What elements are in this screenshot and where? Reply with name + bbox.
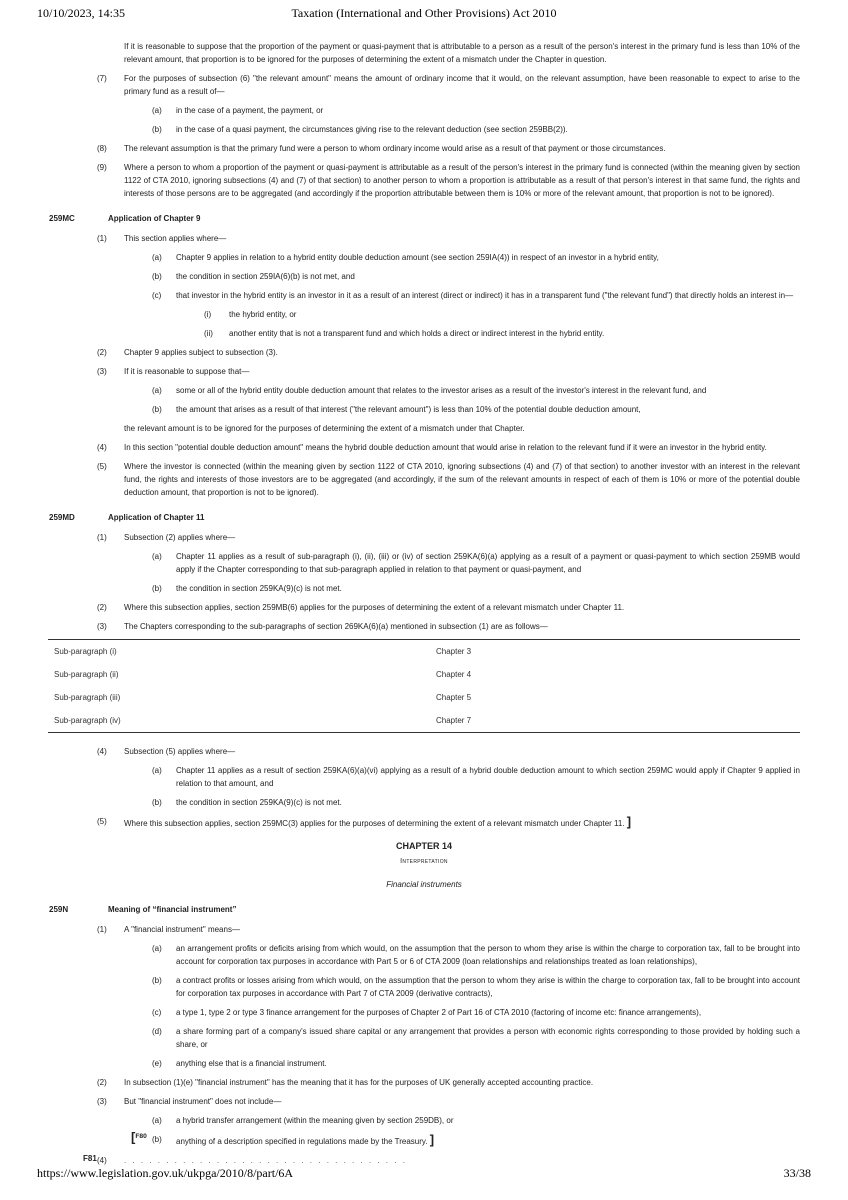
table-cell: Sub-paragraph (i) <box>48 640 430 664</box>
table-cell: Sub-paragraph (iv) <box>48 709 430 733</box>
subsection-9: (9) Where a person to whom a proportion of the payment or quasi-payment is attributable as a result of the person's interest in the primary fund is connected (within the meaning given by section 1122 of CTA 2010, ignoring subsections (4) and (7) of that section) to another person to whom a proportion is attributable as a result of that person's interest in that same fund, the rights and interests of those persons are to be aggregated (and accordingly if the proportion attributable between them is 10% or more of the relevant amount, that proportion is not to be ignored). <box>97 163 800 198</box>
para-c: (c) a type 1, type 2 or type 3 finance arrangement for the purposes of Chapter 2 of Part 16 of CTA 2010 (factoring of income etc: finance arrangements), <box>152 1008 702 1017</box>
opening-bracket: [ <box>131 1129 136 1145</box>
para-a: (a) Chapter 9 applies in relation to a hybrid entity double deduction amount (see section 259IA(4)) in respect of an investor in a hybrid entity, <box>152 253 659 262</box>
closing-bracket: ] <box>626 814 632 829</box>
table-row <box>48 709 800 733</box>
flush-text: the relevant amount is to be ignored for the purposes of determining the extent of a mismatch under that Chapter. <box>124 424 525 433</box>
para-c: (c) that investor in the hybrid entity is an investor in it as a result of an interest (direct or indirect) it has in a transparent fund ("the relevant fund") that directly holds an interest in— <box>152 291 794 300</box>
para-d: (d) a share forming part of a company's issued share capital or any arrangement that provides a person with economic rights corresponding to those provided by holding such a share, or <box>152 1027 800 1049</box>
print-timestamp: 10/10/2023, 14:35 <box>37 6 126 20</box>
table-cell: Chapter 5 <box>436 693 472 702</box>
closing-bracket: ] <box>429 1132 435 1147</box>
para-a: (a) Chapter 11 applies as a result of section 259KA(6)(a)(vi) applying as a result of a hybrid double deduction amount to which section 259MC would apply if Chapter 9 applied in relation to that amount, and <box>152 766 800 788</box>
section-heading-259N: 259N Meaning of “financial instrument” <box>49 905 237 914</box>
subpara-ii: (ii) another entity that is not a transparent fund and which holds a direct or indirect interest in the hybrid entity. <box>204 329 605 338</box>
subsection-4: (4) Subsection (5) applies where— <box>97 747 236 756</box>
section-heading-259MD: 259MD Application of Chapter 11 <box>49 513 205 522</box>
repealed-text: . . . . . . . . . . . . . . . . . . . . . . . . . . . . . . . . . . <box>124 1156 407 1165</box>
subsection-3: (3) The Chapters corresponding to the sub-paragraphs of section 269KA(6)(a) mentioned in subsection (1) are as follows— <box>97 622 548 631</box>
para-a: (a) Chapter 11 applies as a result of sub-paragraph (i), (ii), (iii) or (iv) of section 259KA(6)(a) applying as a result of a payment or quasi-payment to which section 259MB would apply if the Chapter corresponding to that sub-paragraph applied in relation to that payment or quasi-payment, and <box>152 552 800 574</box>
para-e: (e) anything else that is a financial instrument. <box>152 1059 327 1068</box>
cross-heading: Financial instruments <box>386 880 462 889</box>
legislation-content <box>0 40 848 1173</box>
footnote-ref-f81[interactable]: F81 <box>83 1154 97 1163</box>
subsection-1: (1) Subsection (2) applies where— <box>97 533 236 542</box>
source-url[interactable]: https://www.legislation.gov.uk/ukpga/2010/8/part/6A <box>37 1166 294 1180</box>
para-a: (a) a hybrid transfer arrangement (within the meaning given by section 259DB), or <box>152 1116 454 1125</box>
para-b: (b) the condition in section 259KA(9)(c) is not met. <box>152 798 342 807</box>
correspondence-table <box>48 639 800 733</box>
table-row <box>48 663 800 686</box>
page-header <box>0 6 848 26</box>
para-b: (b) the condition in section 259KA(9)(c) is not met. <box>152 584 342 593</box>
subsection-8: (8) The relevant assumption is that the primary fund were a person to whom ordinary income would arise as a result of that payment or those circumstances. <box>97 144 666 153</box>
para-b: [$^{F80}$ (b) anything of a description specified in regulations made by the Treasury. ] <box>131 1129 435 1147</box>
subsection-3: (3) But "financial instrument" does not include— <box>97 1097 282 1106</box>
footnote-ref-f80[interactable]: F80 <box>135 1133 147 1140</box>
table-row <box>48 640 800 664</box>
para-b: (b) the condition in section 259IA(6)(b) is not met, and <box>152 272 355 281</box>
subpara-i: (i) the hybrid entity, or <box>204 310 297 319</box>
subsection-1: (1) This section applies where— <box>97 234 227 243</box>
table-cell: Sub-paragraph (ii) <box>54 670 119 679</box>
para-a: (a) in the case of a payment, the payment, or <box>152 106 324 115</box>
section-heading-259MC: 259MC Application of Chapter 9 <box>49 214 201 223</box>
para-a: (a) some or all of the hybrid entity double deduction amount that relates to the investor arises as a result of the investor's interest in the relevant fund, and <box>152 386 707 395</box>
table-cell: Chapter 3 <box>430 640 800 664</box>
para-b: (b) in the case of a quasi payment, the circumstances giving rise to the relevant deduction (see section 259BB(2)). <box>152 125 568 134</box>
document-title: Taxation (International and Other Provisions) Act 2010 <box>291 6 557 20</box>
chapter-title: CHAPTER 14 <box>395 841 452 851</box>
para-b: (b) a contract profits or losses arising from which would, on the assumption that the person to whom they arise is within the charge to corporation tax, fall to be brought into account for corporation tax purposes in accordance with Part 7 of CTA 2009 (derivative contracts), <box>152 976 800 998</box>
table-cell: Chapter 4 <box>436 670 472 679</box>
subsection-1: (1) A "financial instrument" means— <box>97 925 240 934</box>
subsection-2: (2) In subsection (1)(e) "financial instrument" has the meaning that it has for the purposes of UK generally accepted accounting practice. <box>97 1078 594 1087</box>
table-cell: Chapter 7 <box>430 709 800 733</box>
subsection-5: (5) Where this subsection applies, section 259MC(3) applies for the purposes of determining the extent of a relevant mismatch under Chapter 11. ] <box>97 814 632 829</box>
chapter-subtitle: Interpretation <box>400 858 448 865</box>
subsection-4: F81 (4) . . . . . . . . . . . . . . . . . . . . . . . . . . . . . . . . . . <box>0 1154 848 1167</box>
subsection-4: (4) In this section "potential double deduction amount" means the hybrid double deduction amount that would arise in relation to the relevant fund if it were an investor in the hybrid entity. <box>97 443 767 452</box>
para-a: (a) an arrangement profits or deficits arising from which would, on the assumption that the person to whom they arise is within the charge to corporation tax, fall to be brought into account for corporation tax purposes in accordance with Part 5 or 6 of CTA 2009 (loan relationships and relationships treated as loan relationships), <box>152 944 800 966</box>
paragraph: If it is reasonable to suppose that the proportion of the payment or quasi-payment that is attributable to a person as a result of the person's interest in the primary fund is less than 10% of the relevant amount, that proportion is to be ignored for the purposes of determining the extent of a mismatch under the Chapter in question. <box>124 42 800 64</box>
page-number: 33/38 <box>783 1166 811 1180</box>
table-row <box>48 686 800 709</box>
subsection-2: (2) Chapter 9 applies subject to subsection (3). <box>97 348 278 357</box>
subsection-2: (2) Where this subsection applies, section 259MB(6) applies for the purposes of determining the extent of a relevant mismatch under Chapter 11. <box>97 603 625 612</box>
subsection-5: (5) Where the investor is connected (within the meaning given by section 1122 of CTA 2010, ignoring subsections (4) and (7) of that section) to another investor with an interest in the relevant fund, the rights and interests of those investors are to be aggregated (and accordingly, if the sum of the relevant amounts in respect of each of them is 10% or more of the potential double deduction amount, that proportion is not to be ignored). <box>97 462 800 497</box>
subsection-7: (7) For the purposes of subsection (6) "the relevant amount" means the amount of ordinary income that it would, on the relevant assumption, have been reasonable to expect to arise to the primary fund as a result of— <box>97 74 800 96</box>
para-b: (b) the amount that arises as a result of that interest ("the relevant amount") is less than 10% of the potential double deduction amount, <box>152 405 641 414</box>
table-cell: Sub-paragraph (iii) <box>54 693 121 702</box>
subsection-3: (3) If it is reasonable to suppose that— <box>97 367 250 376</box>
